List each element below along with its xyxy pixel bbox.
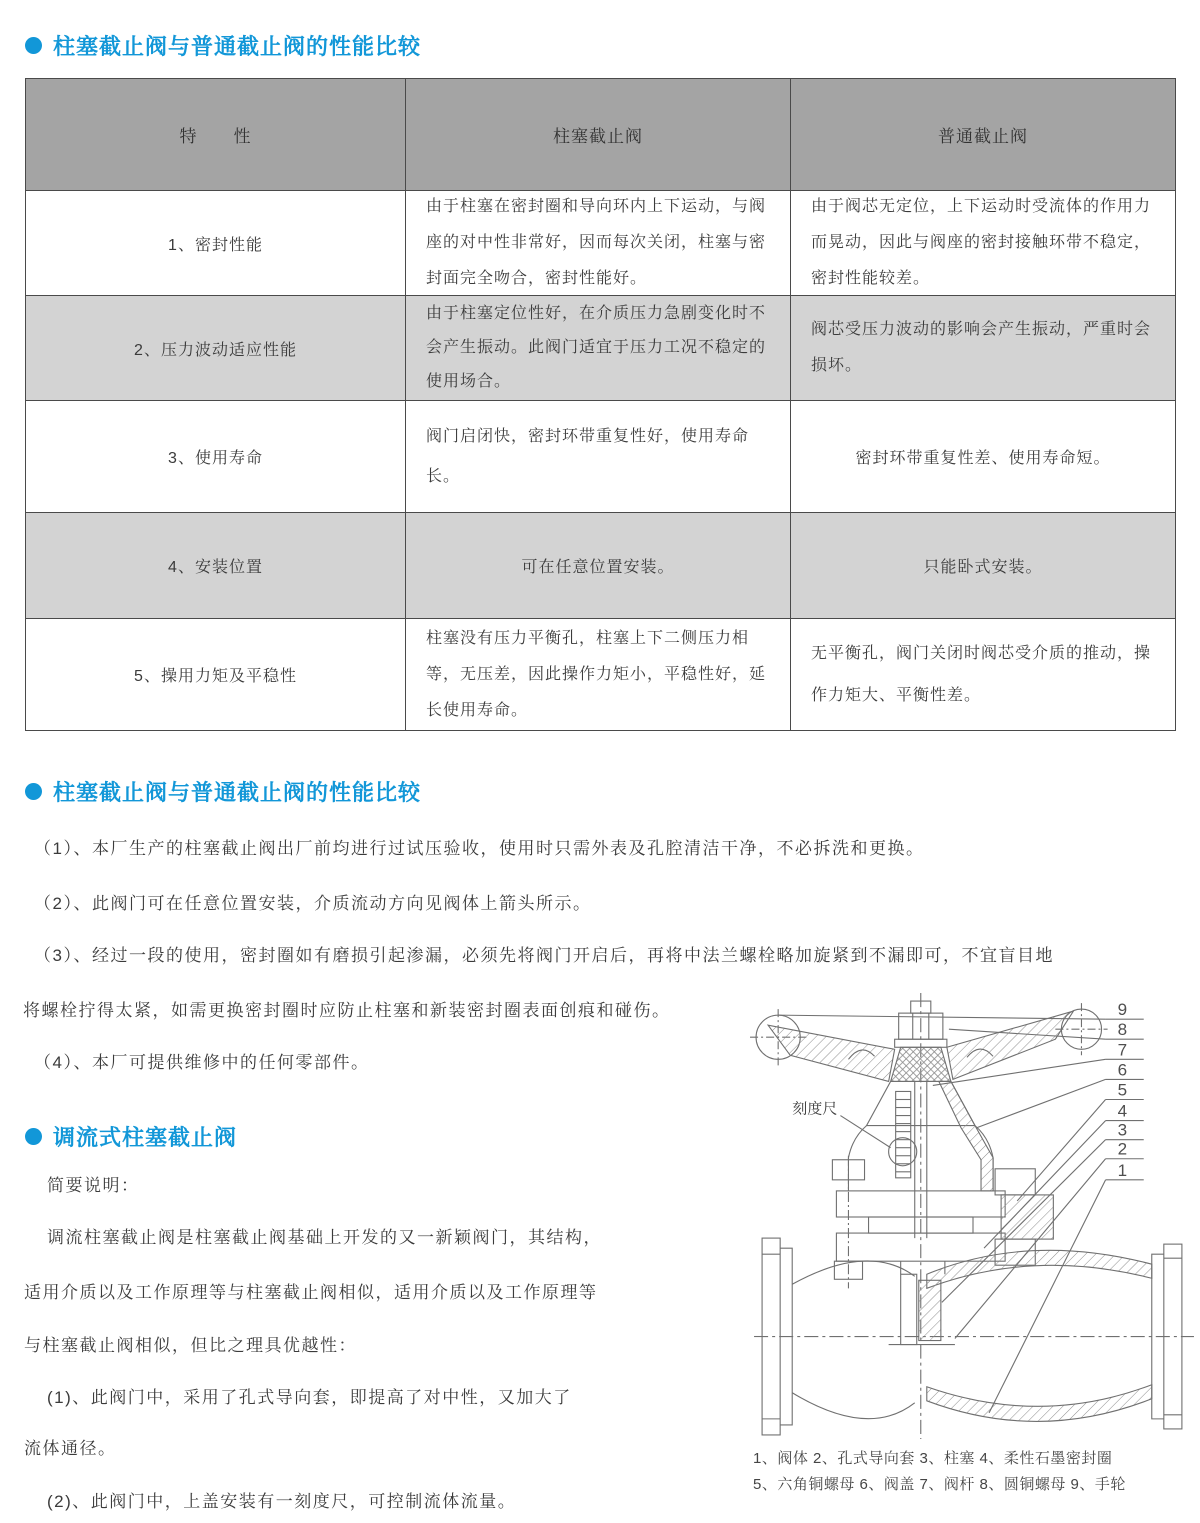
callout-number: 1 bbox=[1117, 1160, 1128, 1180]
table-row-plunger: 可在任意位置安装。 bbox=[405, 512, 790, 618]
paragraph-line: （1）、本厂生产的柱塞截止阀出厂前均进行过试压验收，使用时只需外表及孔腔清洁干净，不必拆洗和更换。 bbox=[34, 839, 925, 858]
section-bullet-icon bbox=[25, 783, 42, 800]
callout-number: 5 bbox=[1117, 1080, 1128, 1100]
drawing-caption-line2: 5、六角铜螺母 6、阀盖 7、阀杆 8、圆铜螺母 9、手轮 bbox=[753, 1476, 1126, 1493]
table-row-plunger: 阀门启闭快，密封环带重复性好，使用寿命长。 bbox=[405, 400, 790, 512]
callout-number: 3 bbox=[1117, 1120, 1128, 1140]
table-row-plunger: 柱塞没有压力平衡孔，柱塞上下二侧压力相等，无压差，因此操作力矩小，平稳性好，延长使用寿命。 bbox=[405, 618, 790, 730]
section-bullet-icon bbox=[25, 1128, 42, 1145]
drawing-caption-line1: 1、阀体 2、孔式导向套 3、柱塞 4、柔性石墨密封圈 bbox=[753, 1450, 1113, 1467]
table-row-plunger: 由于柱塞定位性好，在介质压力急剧变化时不会产生振动。此阀门适宜于压力工况不稳定的使用场合。 bbox=[405, 295, 790, 400]
paragraph-line: (2)、此阀门中，上盖安装有一刻度尺，可控制流体流量。 bbox=[47, 1492, 517, 1511]
callout-number: 2 bbox=[1117, 1139, 1128, 1159]
callout-number: 4 bbox=[1117, 1101, 1128, 1121]
paragraph-line: （2）、此阀门可在任意位置安装，介质流动方向见阀体上箭头所示。 bbox=[34, 894, 592, 913]
table-row-feature: 4、安装位置 bbox=[25, 512, 405, 618]
callout-number: 7 bbox=[1117, 1040, 1128, 1060]
paragraph-line: 简要说明： bbox=[47, 1176, 140, 1195]
section1-heading bbox=[25, 30, 421, 61]
comparison-table bbox=[25, 78, 1176, 731]
section-bullet-icon bbox=[25, 37, 42, 54]
table-row-ordinary: 密封环带重复性差、使用寿命短。 bbox=[790, 400, 1175, 512]
table-row-ordinary: 阀芯受压力波动的影响会产生振动，严重时会损坏。 bbox=[790, 295, 1175, 400]
paragraph-line: 调流柱塞截止阀是柱塞截止阀基础上开发的又一新颖阀门，其结构， bbox=[47, 1228, 602, 1247]
table-header-plunger: 柱塞截止阀 bbox=[405, 78, 790, 190]
callout-number: 9 bbox=[1117, 1000, 1128, 1020]
table-row-feature: 1、密封性能 bbox=[25, 190, 405, 295]
table-row-feature: 5、操用力矩及平稳性 bbox=[25, 618, 405, 730]
section3-heading bbox=[25, 1121, 237, 1152]
section1-title: 柱塞截止阀与普通截止阀的性能比较 bbox=[53, 34, 422, 59]
paragraph-line: （3）、经过一段的使用，密封圈如有磨损引起渗漏，必须先将阀门开启后，再将中法兰螺栓略加旋紧到不漏即可，不宜盲目地 bbox=[34, 946, 1054, 965]
valve-drawing bbox=[748, 985, 1200, 1447]
paragraph-line: 流体通径。 bbox=[24, 1439, 117, 1458]
table-row-ordinary: 只能卧式安装。 bbox=[790, 512, 1175, 618]
paragraph-line: 适用介质以及工作原理等与柱塞截止阀相似，适用介质以及工作原理等 bbox=[24, 1283, 598, 1302]
paragraph-line: （4）、本厂可提供维修中的任何零部件。 bbox=[34, 1053, 370, 1072]
round-nut bbox=[891, 1001, 951, 1081]
table-row-plunger: 由于柱塞在密封圈和导向环内上下运动，与阀座的对中性非常好，因而每次关闭，柱塞与密封面完全吻合，密封性能好。 bbox=[405, 190, 790, 295]
table-row-ordinary: 无平衡孔，阀门关闭时阀芯受介质的推动，操作力矩大、平衡性差。 bbox=[790, 618, 1175, 730]
section2-heading bbox=[25, 776, 421, 807]
table-row-feature: 2、压力波动适应性能 bbox=[25, 295, 405, 400]
table-row-ordinary: 由于阀芯无定位，上下运动时受流体的作用力而晃动，因此与阀座的密封接触环带不稳定，密封性能较差。 bbox=[790, 190, 1175, 295]
paragraph-line: 与柱塞截止阀相似，但比之理具优越性： bbox=[24, 1336, 357, 1355]
section2-title: 柱塞截止阀与普通截止阀的性能比较 bbox=[53, 780, 422, 805]
callout-number: 8 bbox=[1117, 1020, 1128, 1040]
callout-number: 6 bbox=[1117, 1060, 1128, 1080]
table-header-ordinary: 普通截止阀 bbox=[790, 78, 1175, 190]
table-header-feature: 特 性 bbox=[25, 78, 405, 190]
paragraph-line: 将螺栓拧得太紧，如需更换密封圈时应防止柱塞和新装密封圈表面创痕和碰伤。 bbox=[23, 1001, 671, 1020]
table-row-feature: 3、使用寿命 bbox=[25, 400, 405, 512]
paragraph-line: (1)、此阀门中，采用了孔式导向套，即提高了对中性，又加大了 bbox=[47, 1388, 572, 1407]
callout-numbers bbox=[1118, 1000, 1128, 1180]
section3-title: 调流式柱塞截止阀 bbox=[53, 1125, 238, 1150]
scale-ruler-label: 刻度尺 bbox=[792, 1100, 838, 1118]
